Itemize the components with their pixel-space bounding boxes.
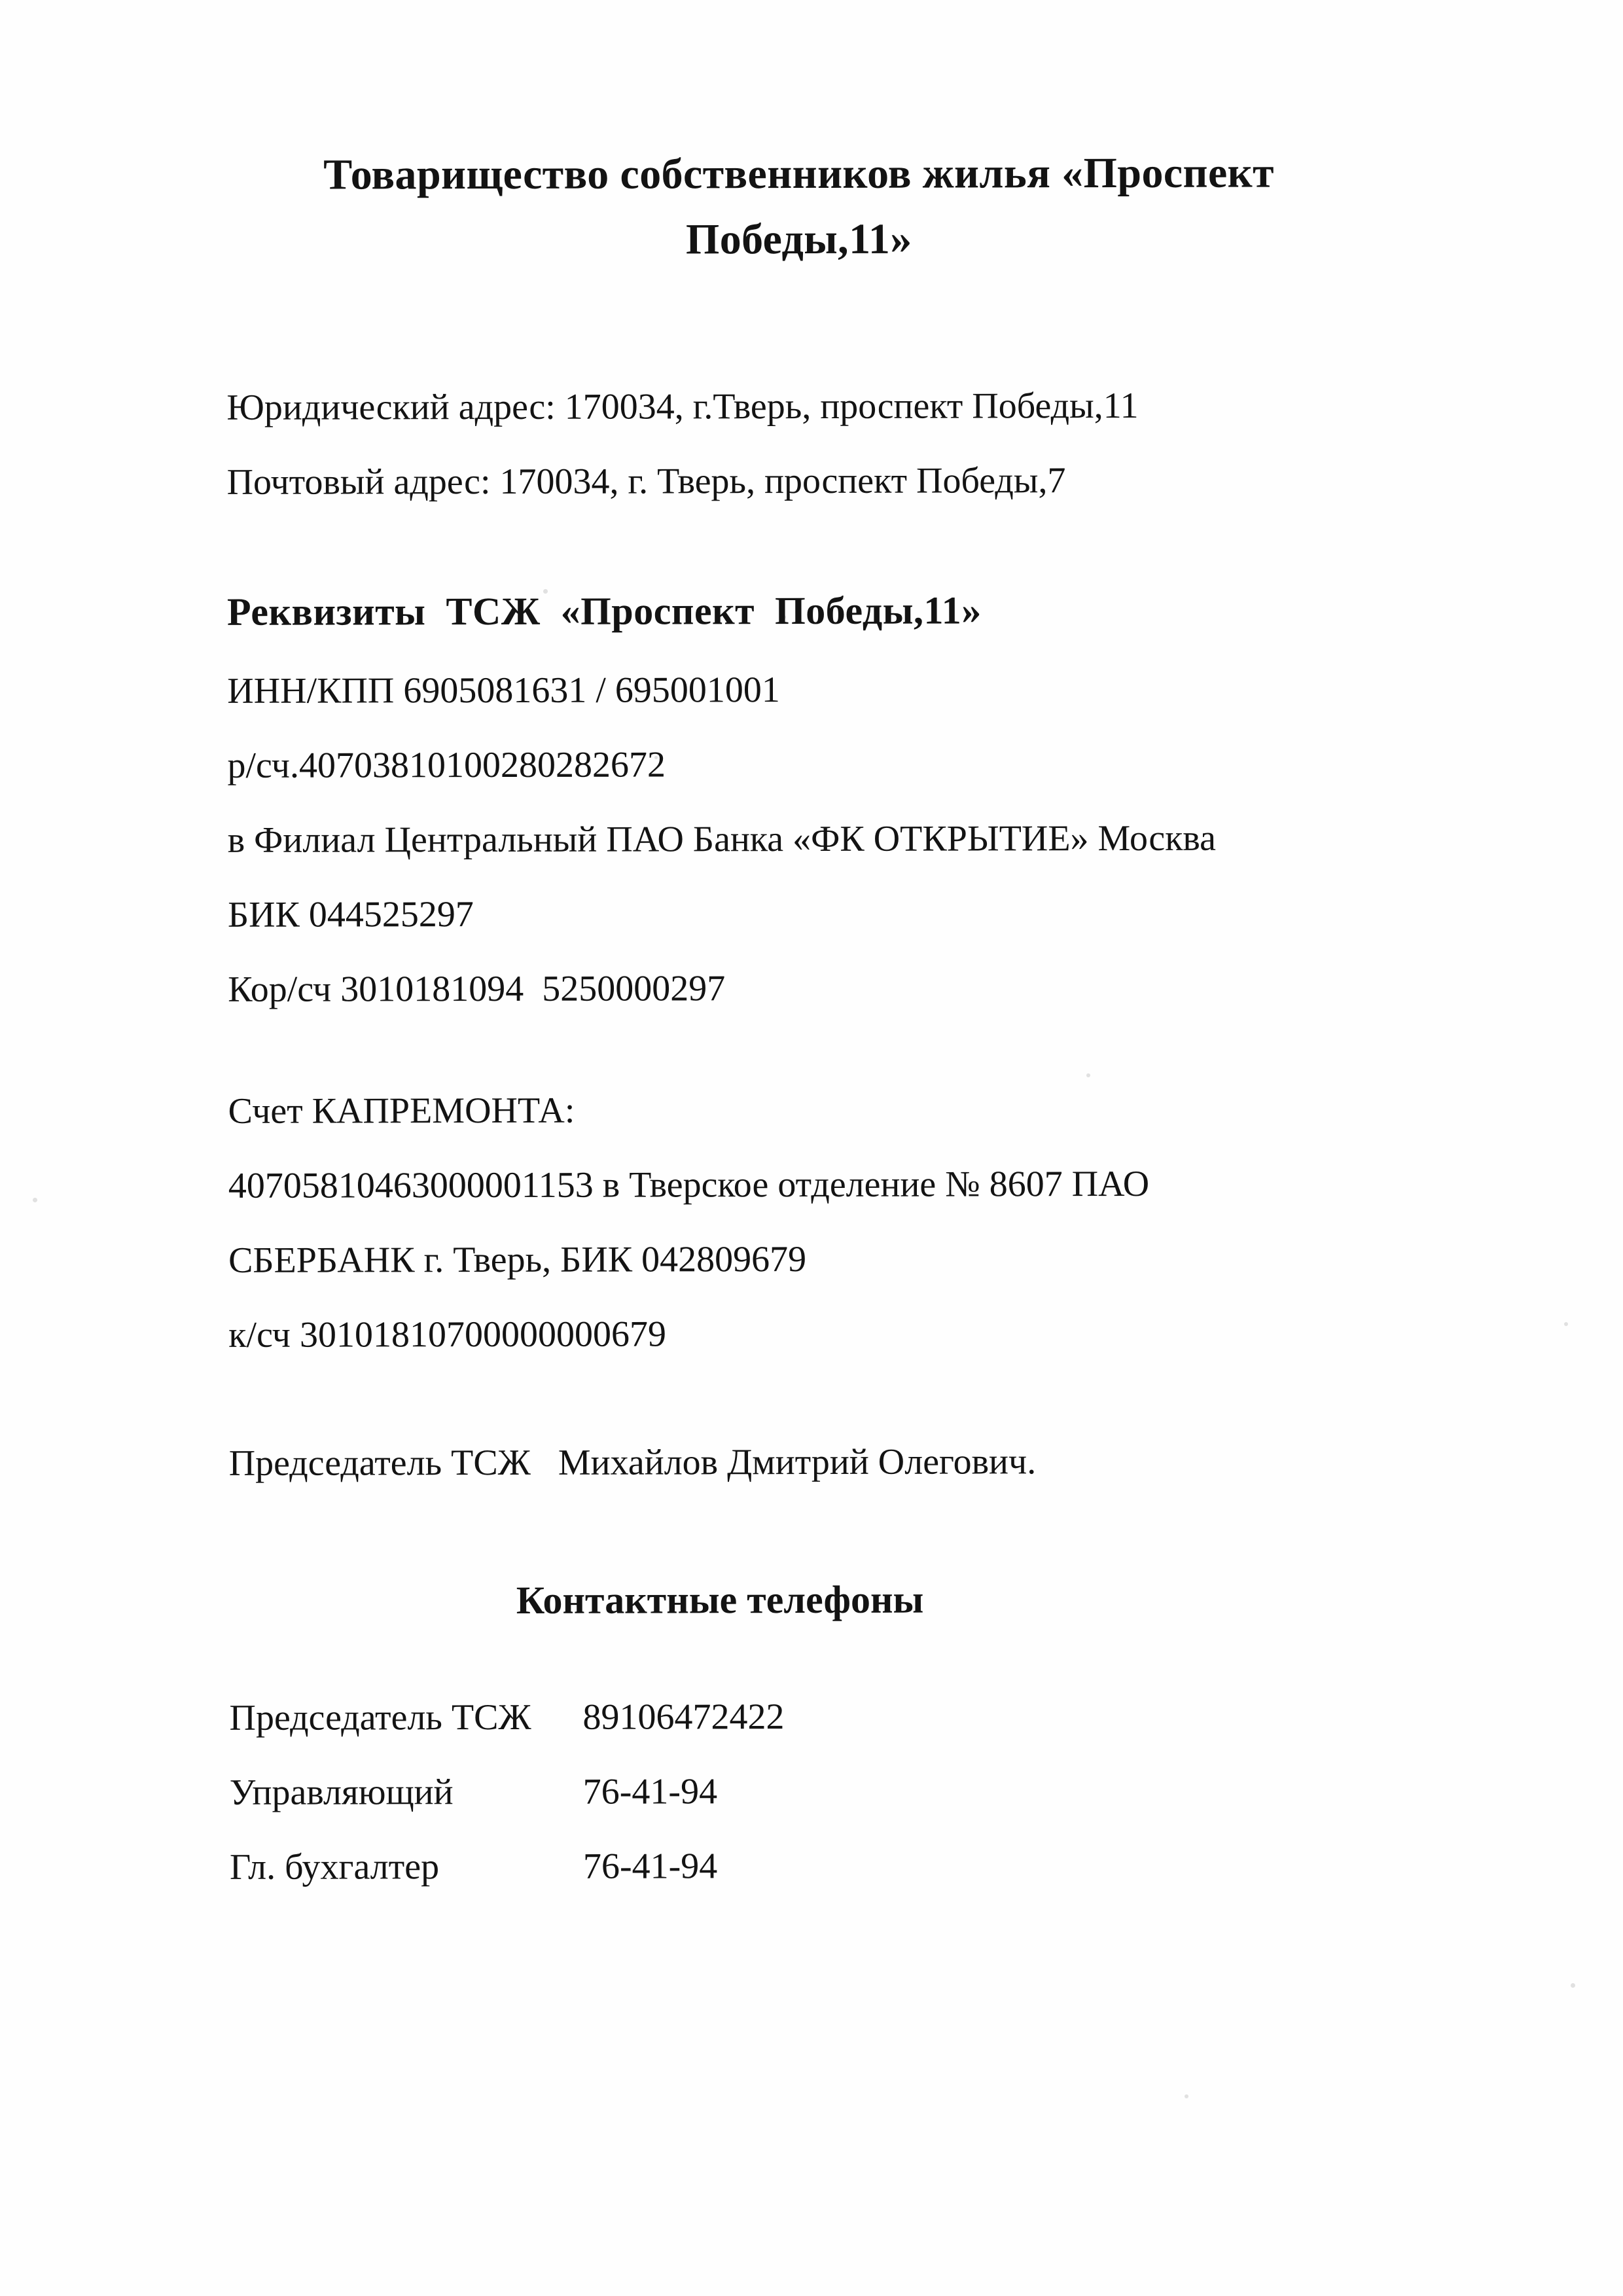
spacer bbox=[228, 1201, 1495, 1242]
spacer bbox=[227, 706, 1493, 747]
phone-label: Гл. бухгалтер bbox=[229, 1846, 440, 1888]
phones-list bbox=[3, 1696, 1623, 1886]
spacer bbox=[228, 930, 1494, 971]
scan-speck bbox=[1185, 2094, 1188, 2098]
page-title-line-2: Победы,11» bbox=[685, 215, 912, 264]
inn-kpp-line: ИНН/КПП 6905081631 / 695001001 bbox=[227, 669, 780, 711]
kapremont-block bbox=[2, 1090, 1623, 1354]
spacer bbox=[228, 1126, 1495, 1167]
phone-label: Управляющий bbox=[229, 1771, 454, 1813]
phone-row bbox=[229, 1696, 1623, 1736]
requisites-block bbox=[1, 586, 1623, 1008]
scan-speck bbox=[1571, 1983, 1575, 1988]
spacer bbox=[227, 632, 1493, 672]
kapremont-korsch-line: к/сч 30101810700000000679 bbox=[228, 1314, 667, 1355]
spacer bbox=[2, 1005, 1623, 1093]
spacer bbox=[1, 271, 1623, 389]
bank-name-line: в Филиал Центральный ПАО Банка «ФК ОТКРЫТИЕ» Москва bbox=[227, 817, 1216, 861]
chairman-line: Председатель ТСЖ Михайлов Дмитрий Олегович. bbox=[228, 1441, 1037, 1484]
phone-value: 89106472422 bbox=[582, 1696, 785, 1738]
settlement-account-line: р/сч.40703810100280282672 bbox=[227, 744, 666, 786]
address-block bbox=[1, 386, 1623, 501]
chairman-block bbox=[3, 1442, 1623, 1482]
phone-row bbox=[229, 1770, 1623, 1813]
kapremont-account-line: 40705810463000001153 в Тверское отделение № 8607 ПАО bbox=[228, 1163, 1150, 1206]
phone-value: 76-41-94 bbox=[582, 1845, 718, 1887]
page-title-line-1: Товарищество собственников жилья «Проспект bbox=[323, 149, 1274, 199]
spacer bbox=[3, 1350, 1623, 1445]
phone-label: Председатель ТСЖ bbox=[229, 1696, 531, 1738]
spacer bbox=[228, 781, 1494, 821]
kapremont-label: Счет КАПРЕМОНТА: bbox=[228, 1090, 575, 1132]
spacer bbox=[228, 1276, 1495, 1316]
spacer bbox=[1, 497, 1623, 590]
page-title bbox=[0, 0, 1623, 274]
correspondent-account-line: Кор/сч 3010181094 5250000297 bbox=[228, 967, 726, 1010]
spacer bbox=[226, 423, 1493, 463]
phone-row bbox=[229, 1845, 1623, 1888]
bik-line: БИК 044525297 bbox=[227, 893, 474, 935]
spacer bbox=[3, 1621, 1623, 1700]
legal-address-line: Юридический адрес: 170034, г.Тверь, проспект Победы,11 bbox=[226, 385, 1139, 428]
spacer bbox=[3, 1479, 1623, 1579]
phone-value: 76-41-94 bbox=[582, 1770, 718, 1812]
postal-address-line: Почтовый адрес: 170034, г. Тверь, проспект Победы,7 bbox=[226, 459, 1066, 503]
requisites-heading: Реквизиты ТСЖ «Проспект Победы,11» bbox=[226, 588, 982, 634]
kapremont-bank-line: СБЕРБАНК г. Тверь, БИК 042809679 bbox=[228, 1238, 807, 1281]
spacer bbox=[228, 855, 1494, 896]
phones-heading: Контактные телефоны bbox=[516, 1577, 924, 1622]
